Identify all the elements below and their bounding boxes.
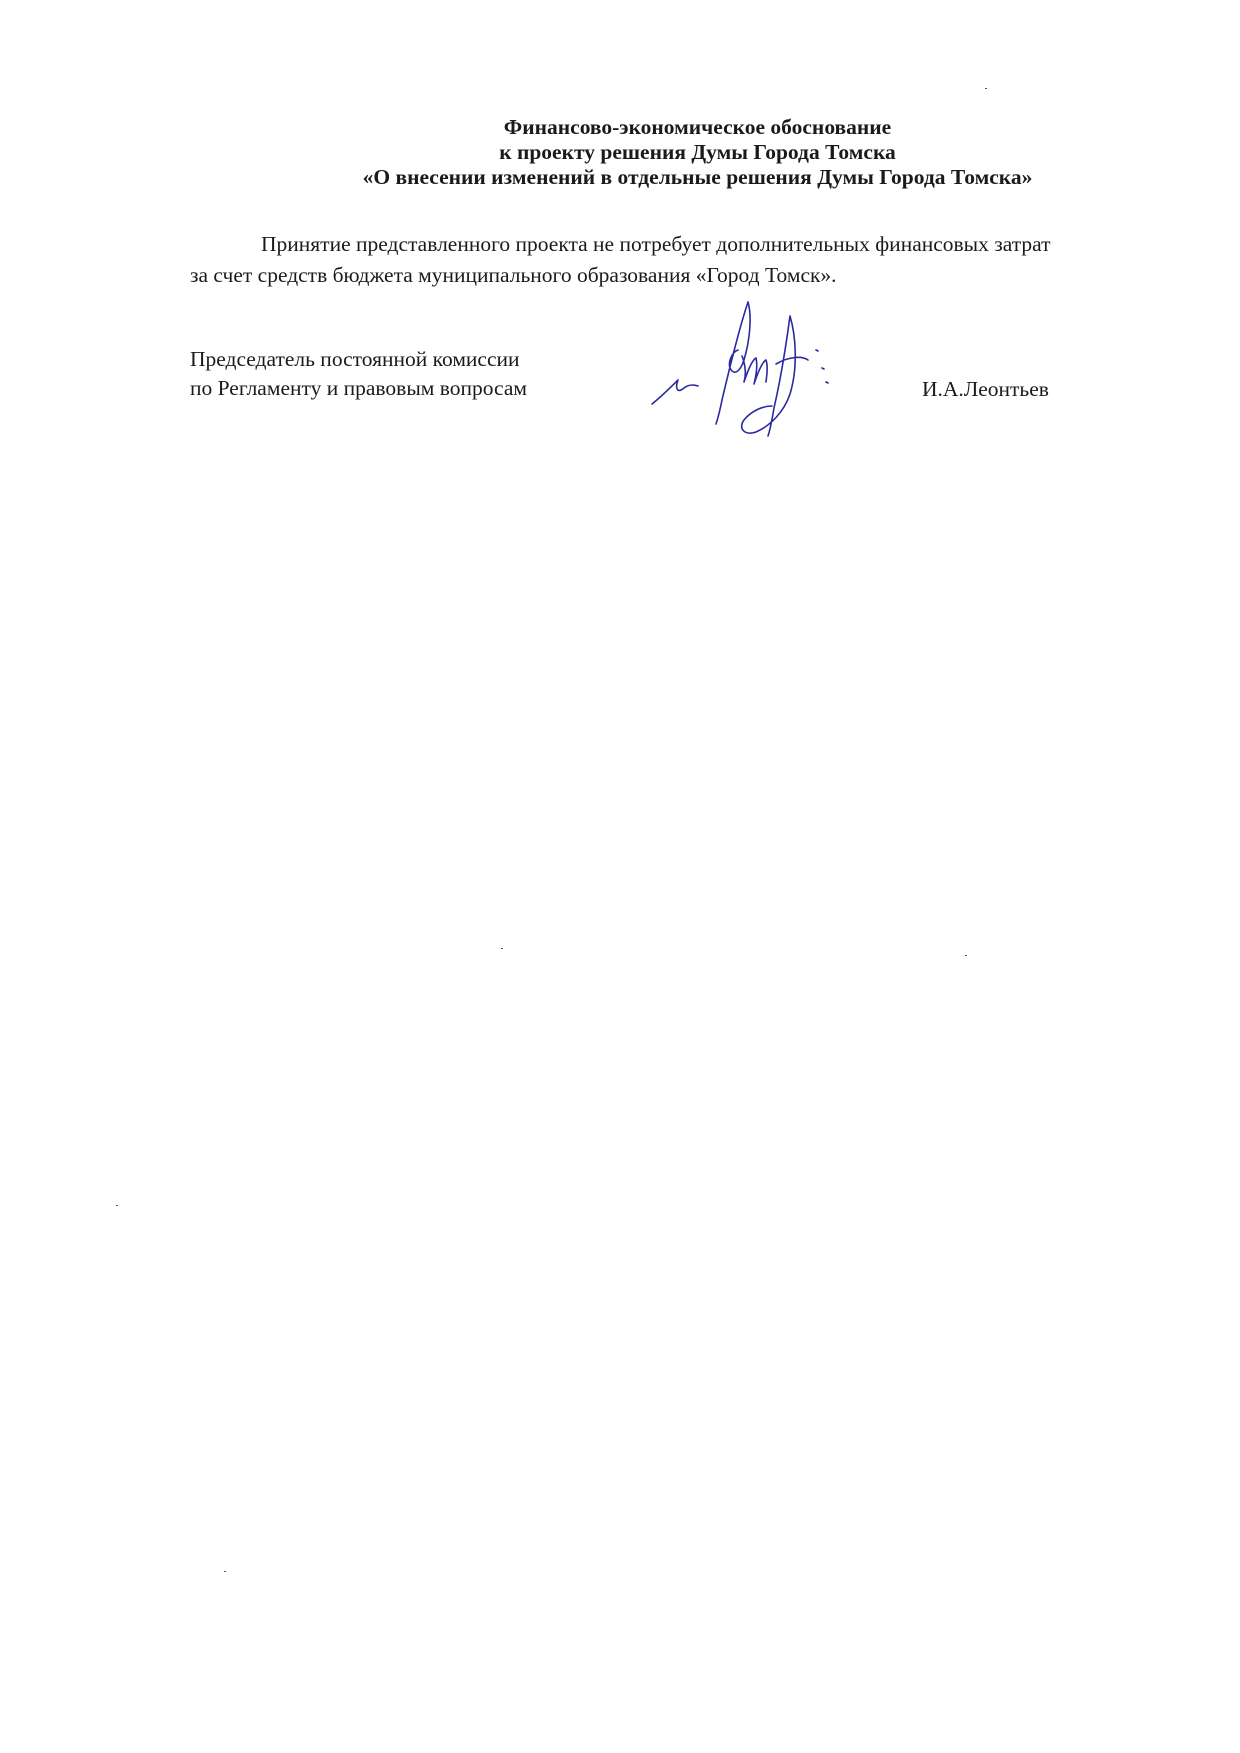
signer-position-line-1: Председатель постоянной комиссии xyxy=(190,347,520,371)
title-line-3: «О внесении изменений в отдельные решения Думы Города Томска» xyxy=(362,165,1033,189)
title-line-1: Финансово-экономическое обоснование xyxy=(503,115,892,139)
document-title xyxy=(190,115,1205,190)
scan-speck xyxy=(965,955,967,956)
body-line-1: Принятие представленного проекта не потребует дополнительных финансовых затрат xyxy=(261,232,1051,256)
body-paragraph xyxy=(190,229,1200,291)
scan-speck xyxy=(501,948,503,949)
signer-name: И.А.Леонтьев xyxy=(922,377,1049,401)
handwritten-signature xyxy=(640,296,850,446)
title-line-2: к проекту решения Думы Города Томска xyxy=(499,140,896,164)
scan-speck xyxy=(224,1571,226,1572)
signer-position-line-2: по Регламенту и правовым вопросам xyxy=(190,376,527,400)
scan-speck xyxy=(116,1205,118,1206)
signer-position xyxy=(190,345,527,403)
body-line-2: за счет средств бюджета муниципального образования «Город Томск». xyxy=(190,263,837,287)
scan-speck xyxy=(985,88,987,89)
